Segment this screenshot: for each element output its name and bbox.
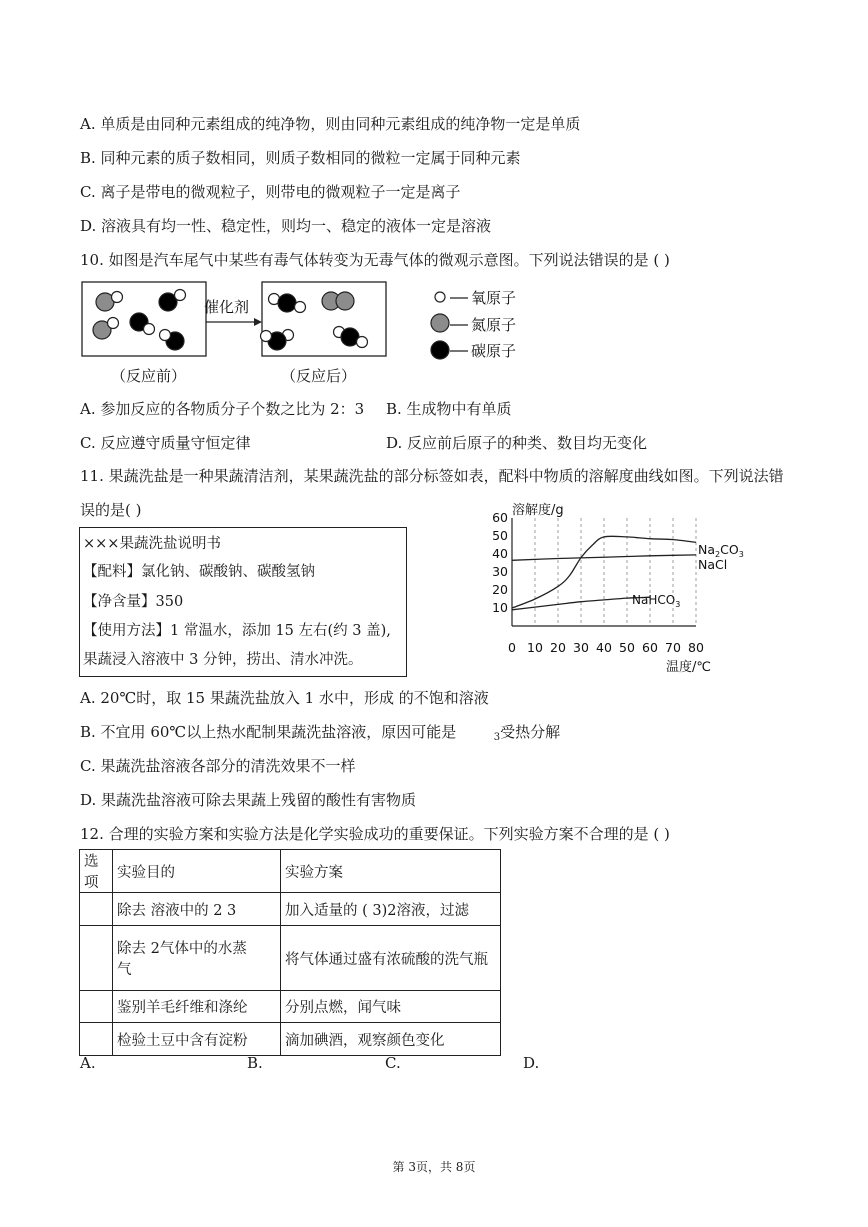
q10-option-b: B. 生成物中有单质 [386, 400, 512, 418]
nitrogen-legend-icon [431, 314, 449, 332]
y-tick-label: 40 [492, 546, 508, 561]
table-row [80, 893, 501, 926]
legend-nitrogen: 氮原子 [471, 316, 517, 334]
legend-oxygen: 氧原子 [471, 289, 517, 307]
product-label-box [79, 527, 407, 677]
q12-stem: 12. 合理的实验方案和实验方法是化学实验成功的重要保证。下列实验方案不合理的是 ( ) [80, 825, 670, 843]
legend-carbon: 碳原子 [471, 342, 517, 360]
carbon-legend-icon [431, 341, 449, 359]
label-ingredients: 【配料】氯化钠、碳酸钠、碳酸氢钠 [83, 564, 315, 580]
q11-option-a: A. 20℃时，取 15 果蔬洗盐放入 1 水中，形成 的不饱和溶液 [80, 689, 489, 707]
series-label-na2co3: $Na_2CO_3$ [698, 542, 744, 559]
catalyst-label: 催化剂 [204, 298, 250, 316]
y-tick-label: 60 [492, 510, 508, 525]
series-label-nahco3: NaHCO$_3$ [632, 593, 681, 609]
q11-option-b: B. 不宜用 60℃以上热水配制果蔬洗盐溶液，原因可能是 $_3$受热分解 [80, 723, 561, 743]
page-footer: 第 3页，共 8页 [392, 1160, 476, 1174]
q11-option-d: D. 果蔬洗盐溶液可除去果蔬上残留的酸性有害物质 [80, 791, 417, 809]
q10-option-c: C. 反应遵守质量守恒定律 [80, 434, 251, 452]
series-label-nacl: NaCl [698, 557, 728, 572]
experiment-table [79, 849, 501, 1056]
goal-cell: 除去 溶液中的 2 3 [113, 893, 281, 926]
q9-option-b: B. 同种元素的质子数相同，则质子数相同的微粒一定属于同种元素 [80, 149, 521, 167]
plan-cell: 滴加碘酒，观察颜色变化 [281, 1023, 501, 1056]
reaction-diagram [78, 278, 538, 388]
y-tick-label: 20 [492, 582, 508, 597]
y-axis-label: 溶解度/g [512, 503, 564, 518]
table-row [80, 1023, 501, 1056]
label-usage-1: 【使用方法】1 常温水，添加 15 左右(约 3 盖), [83, 623, 391, 639]
x-tick-label: 60 [642, 640, 658, 655]
x-tick-label: 40 [596, 640, 612, 655]
label-usage-2: 果蔬浸入溶液中 3 分钟，捞出、清水冲洗。 [83, 652, 363, 668]
answer-d[interactable]: D. [523, 1054, 540, 1072]
plan-cell: 分别点燃，闻气味 [281, 991, 501, 1023]
answer-a[interactable]: A. [80, 1054, 96, 1072]
x-tick-label: 50 [619, 640, 635, 655]
legend [431, 289, 516, 360]
after-label: （反应后） [281, 367, 357, 385]
answer-b[interactable]: B. [247, 1054, 263, 1072]
x-tick-label: 10 [527, 640, 543, 655]
before-label: （反应前） [111, 367, 187, 385]
y-tick-label: 10 [492, 600, 508, 615]
header-plan: 实验方案 [281, 850, 501, 893]
table-header-row [80, 850, 501, 893]
q9-option-d: D. 溶液具有均一性、稳定性，则均一、稳定的液体一定是溶液 [80, 217, 492, 235]
y-tick-label: 50 [492, 528, 508, 543]
x-axis-label: 温度/℃ [666, 660, 711, 675]
header-option: 选项 [80, 850, 113, 893]
x-tick-label: 30 [573, 640, 589, 655]
x-tick-label: 0 [508, 640, 516, 655]
q10-option-d: D. 反应前后原子的种类、数目均无变化 [386, 434, 648, 452]
label-title: ×××果蔬洗盐说明书 [83, 536, 221, 552]
x-tick-label: 80 [688, 640, 704, 655]
chart-grid [535, 518, 696, 626]
q11-option-c: C. 果蔬洗盐溶液各部分的清洗效果不一样 [80, 757, 356, 775]
oxygen-legend-icon [435, 292, 445, 302]
label-net: 【净含量】350 [83, 594, 184, 610]
goal-cell: 鉴别羊毛纤维和涤纶 [113, 991, 281, 1023]
q11-stem-line1: 11. 果蔬洗盐是一种果蔬清洁剂，某果蔬洗盐的部分标签如表，配料中物质的溶解度曲线如图。下列说法错 [80, 467, 784, 485]
q10-stem: 10. 如图是汽车尾气中某些有毒气体转变为无毒气体的微观示意图。下列说法错误的是 ( ) [80, 251, 670, 269]
goal-cell: 除去 2气体中的水蒸 气 [113, 926, 281, 991]
x-tick-label: 20 [550, 640, 566, 655]
answer-c[interactable]: C. [385, 1054, 401, 1072]
y-tick-label: 30 [492, 564, 508, 579]
solubility-chart [480, 498, 770, 678]
plan-cell: 加入适量的 ( 3)2溶液，过滤 [281, 893, 501, 926]
x-tick-label: 70 [665, 640, 681, 655]
goal-cell: 检验土豆中含有淀粉 [113, 1023, 281, 1056]
q10-option-a: A. 参加反应的各物质分子个数之比为 2：3 [80, 400, 365, 418]
header-goal: 实验目的 [113, 850, 281, 893]
plan-cell: 将气体通过盛有浓硫酸的洗气瓶 [281, 926, 501, 991]
table-row [80, 926, 501, 991]
q11-stem-line2: 误的是( ) [80, 501, 142, 519]
table-row [80, 991, 501, 1023]
q9-option-a: A. 单质是由同种元素组成的纯净物，则由同种元素组成的纯净物一定是单质 [80, 115, 581, 133]
q9-option-c: C. 离子是带电的微观粒子，则带电的微观粒子一定是离子 [80, 183, 461, 201]
